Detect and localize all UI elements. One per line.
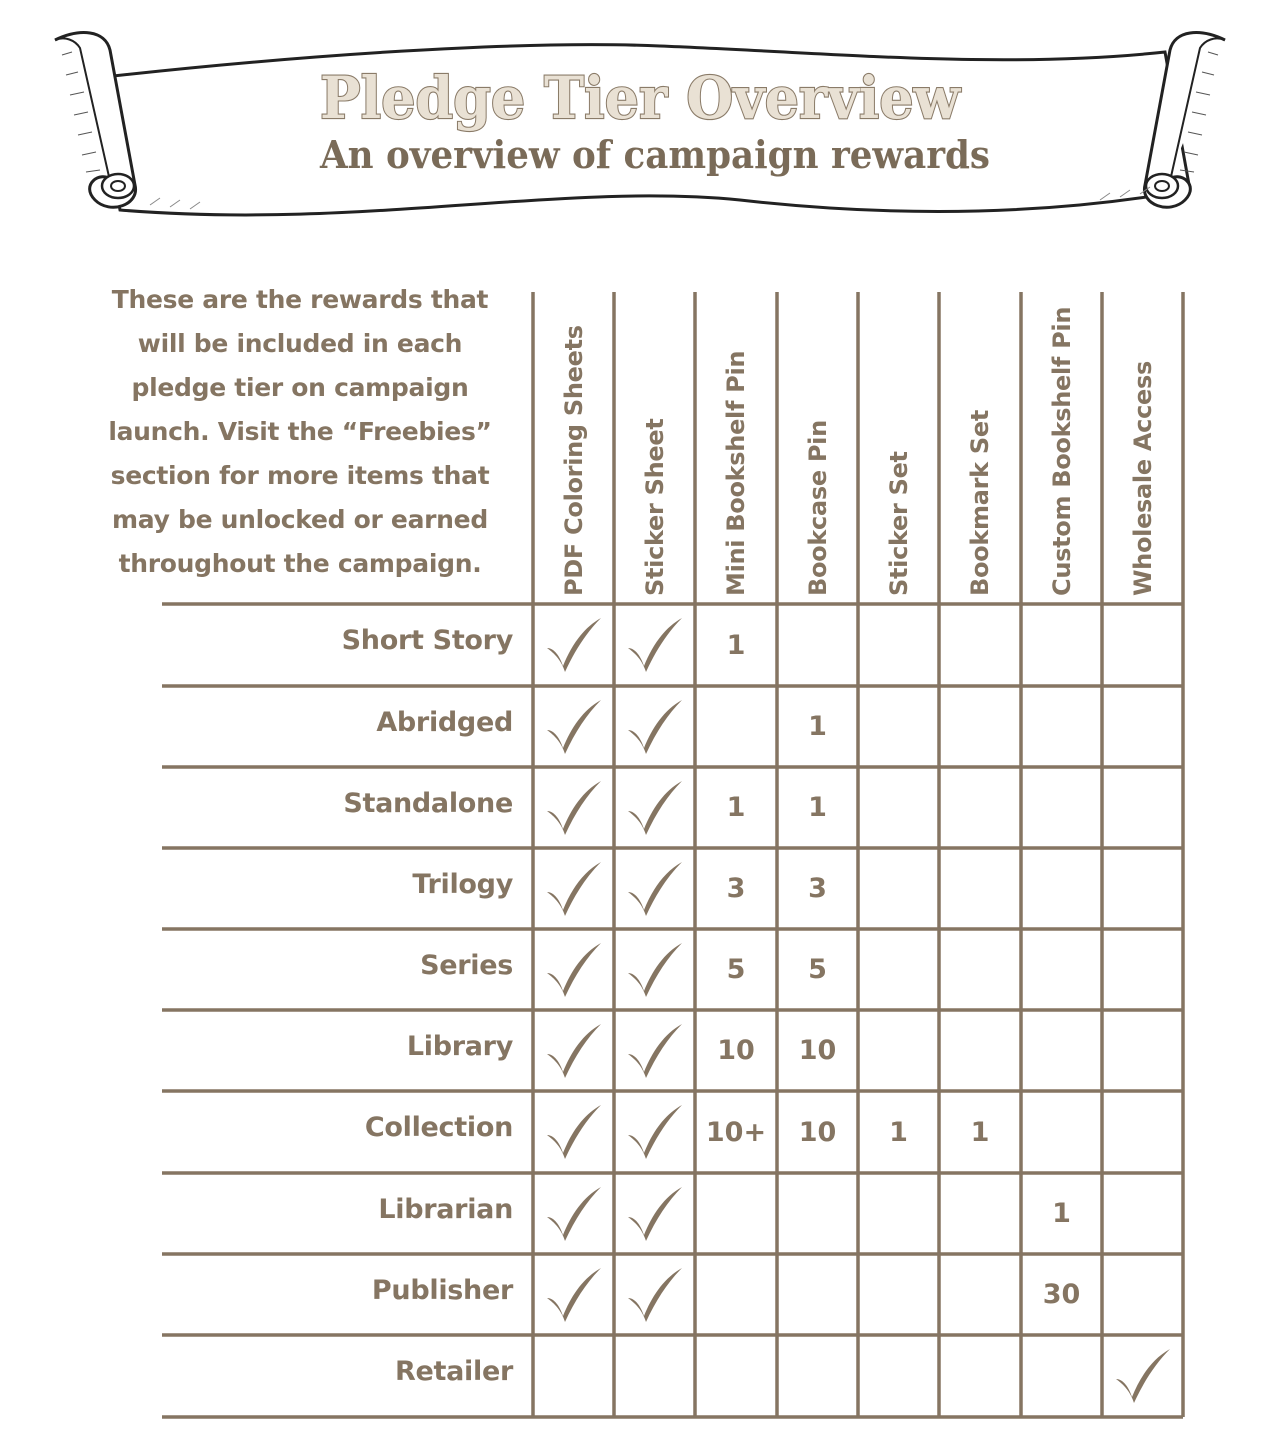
table-cell — [1021, 1091, 1102, 1173]
tier-label: Collection — [364, 1112, 513, 1143]
table-cell — [1102, 1010, 1183, 1091]
table-cell — [533, 1254, 614, 1335]
tier-label: Standalone — [343, 787, 513, 819]
table-cell — [777, 1335, 858, 1417]
table-cell — [695, 767, 777, 848]
table-cell — [1021, 604, 1102, 686]
check-icon — [624, 614, 686, 676]
column-header: Wholesale Access — [1128, 361, 1157, 596]
table-cell — [533, 1091, 614, 1173]
cell-value: 10 — [798, 1116, 837, 1148]
table-cell — [614, 1335, 695, 1417]
table-cell — [939, 604, 1021, 686]
table-cell — [695, 686, 777, 767]
table-cell — [1021, 1010, 1102, 1091]
intro-line: launch. Visit the “Freebies” — [108, 417, 492, 446]
cell-value: 1 — [970, 1116, 990, 1148]
check-icon — [543, 858, 605, 920]
tier-label: Library — [406, 1030, 513, 1062]
table-cell — [614, 848, 695, 929]
intro-line: will be included in each — [137, 329, 463, 358]
table-cell — [695, 1173, 777, 1254]
check-icon — [624, 777, 686, 839]
table-cell — [1021, 686, 1102, 767]
table-cell — [614, 1091, 695, 1173]
column-header: Mini Bookshelf Pin — [722, 350, 750, 596]
check-icon — [543, 777, 605, 839]
cell-value: 10 — [717, 1035, 755, 1066]
table-cell — [1021, 848, 1102, 929]
check-icon — [543, 1020, 605, 1082]
table-cell — [533, 1010, 614, 1091]
table-cell — [858, 1254, 939, 1335]
table-cell — [1021, 929, 1102, 1010]
table-cell — [939, 1254, 1021, 1335]
cell-value: 1 — [808, 711, 827, 742]
cell-value: 10+ — [705, 1116, 767, 1148]
intro-line: pledge tier on campaign — [131, 373, 469, 402]
table-cell — [1021, 1254, 1102, 1335]
page-subtitle: An overview of campaign rewards — [319, 132, 990, 177]
table-cell — [858, 1173, 939, 1254]
table-cell — [777, 767, 858, 848]
table-cell — [1102, 767, 1183, 848]
table-cell — [858, 1335, 939, 1417]
cell-value: 1 — [1052, 1198, 1071, 1229]
table-cell — [858, 1091, 939, 1173]
table-cell — [614, 1254, 695, 1335]
table-cell — [1021, 1173, 1102, 1254]
check-icon — [543, 939, 605, 1001]
table-cell — [858, 604, 939, 686]
table-cell — [1102, 686, 1183, 767]
table-cell — [533, 929, 614, 1010]
table-cell — [777, 604, 858, 686]
table-cell — [695, 604, 777, 686]
cell-value: 3 — [808, 873, 827, 904]
table-cell — [777, 848, 858, 929]
column-header: Bookmark Set — [966, 409, 994, 596]
tier-label: Short Story — [341, 625, 513, 656]
cell-value: 3 — [726, 873, 746, 904]
table-cell — [695, 1091, 777, 1173]
table-cell — [1102, 1254, 1183, 1335]
column-header: Sticker Set — [884, 451, 913, 596]
column-header: PDF Coloring Sheets — [559, 325, 588, 596]
table-cell — [939, 767, 1021, 848]
check-icon — [624, 1101, 686, 1163]
check-icon — [624, 1183, 686, 1245]
table-cell — [1102, 929, 1183, 1010]
table-cell — [614, 767, 695, 848]
tier-label: Retailer — [395, 1356, 513, 1387]
tier-label: Librarian — [378, 1193, 513, 1225]
check-icon — [624, 1020, 686, 1082]
cell-value: 1 — [726, 629, 746, 661]
table-cell — [533, 1335, 614, 1417]
check-icon — [543, 696, 605, 758]
scroll-banner — [0, 0, 1280, 250]
table-cell — [695, 848, 777, 929]
check-icon — [543, 1101, 605, 1163]
cell-value: 5 — [808, 954, 827, 985]
intro-line: These are the rewards that — [111, 285, 489, 314]
table-cell — [614, 686, 695, 767]
table-cell — [1102, 604, 1183, 686]
table-cell — [939, 1010, 1021, 1091]
page-title: Pledge Tier Overview — [320, 64, 962, 132]
table-cell — [533, 767, 614, 848]
cell-value: 30 — [1042, 1279, 1081, 1310]
intro-text — [100, 278, 500, 586]
cell-value: 1 — [889, 1116, 908, 1148]
table-cell — [858, 767, 939, 848]
table-cell — [695, 1335, 777, 1417]
table-cell — [695, 1254, 777, 1335]
table-cell — [777, 1091, 858, 1173]
check-icon — [624, 696, 686, 758]
table-cell — [939, 929, 1021, 1010]
check-icon — [624, 1264, 686, 1326]
table-cell — [777, 1254, 858, 1335]
check-icon — [543, 1264, 605, 1326]
table-cell — [1021, 1335, 1102, 1417]
intro-line: throughout the campaign. — [118, 549, 482, 578]
column-header: Bookcase Pin — [803, 420, 832, 596]
tier-label: Series — [420, 949, 513, 981]
table-cell — [1102, 1173, 1183, 1254]
table-cell — [858, 848, 939, 929]
table-cell — [777, 929, 858, 1010]
intro-line: section for more items that — [110, 461, 490, 490]
table-cell — [777, 1173, 858, 1254]
check-icon — [1112, 1345, 1174, 1407]
table-cell — [614, 929, 695, 1010]
table-cell — [939, 1173, 1021, 1254]
table-cell — [858, 1010, 939, 1091]
cell-value: 1 — [726, 792, 746, 823]
table-cell — [533, 604, 614, 686]
table-cell — [939, 1091, 1021, 1173]
table-cell — [614, 1173, 695, 1254]
check-icon — [624, 858, 686, 920]
column-header: Custom Bookshelf Pin — [1047, 306, 1076, 596]
table-cell — [533, 686, 614, 767]
table-cell — [939, 686, 1021, 767]
table-cell — [695, 929, 777, 1010]
table-cell — [777, 686, 858, 767]
check-icon — [543, 1183, 605, 1245]
cell-value: 1 — [808, 792, 827, 823]
table-cell — [695, 1010, 777, 1091]
tier-label: Abridged — [376, 706, 513, 738]
cell-value: 10 — [798, 1035, 837, 1066]
table-cell — [858, 686, 939, 767]
table-cell — [1021, 767, 1102, 848]
table-cell — [939, 1335, 1021, 1417]
table-cell — [1102, 1091, 1183, 1173]
table-cell — [1102, 848, 1183, 929]
cell-value: 5 — [726, 954, 746, 985]
table-cell — [777, 1010, 858, 1091]
table-cell — [533, 848, 614, 929]
column-header: Sticker Sheet — [640, 418, 669, 596]
tier-label: Publisher — [371, 1274, 513, 1306]
table-cell — [614, 604, 695, 686]
table-cell — [533, 1173, 614, 1254]
check-icon — [624, 939, 686, 1001]
table-cell — [1102, 1335, 1183, 1417]
table-cell — [939, 848, 1021, 929]
table-cell — [614, 1010, 695, 1091]
intro-line: may be unlocked or earned — [112, 505, 488, 534]
check-icon — [543, 614, 605, 676]
tier-label: Trilogy — [412, 868, 513, 900]
table-cell — [858, 929, 939, 1010]
